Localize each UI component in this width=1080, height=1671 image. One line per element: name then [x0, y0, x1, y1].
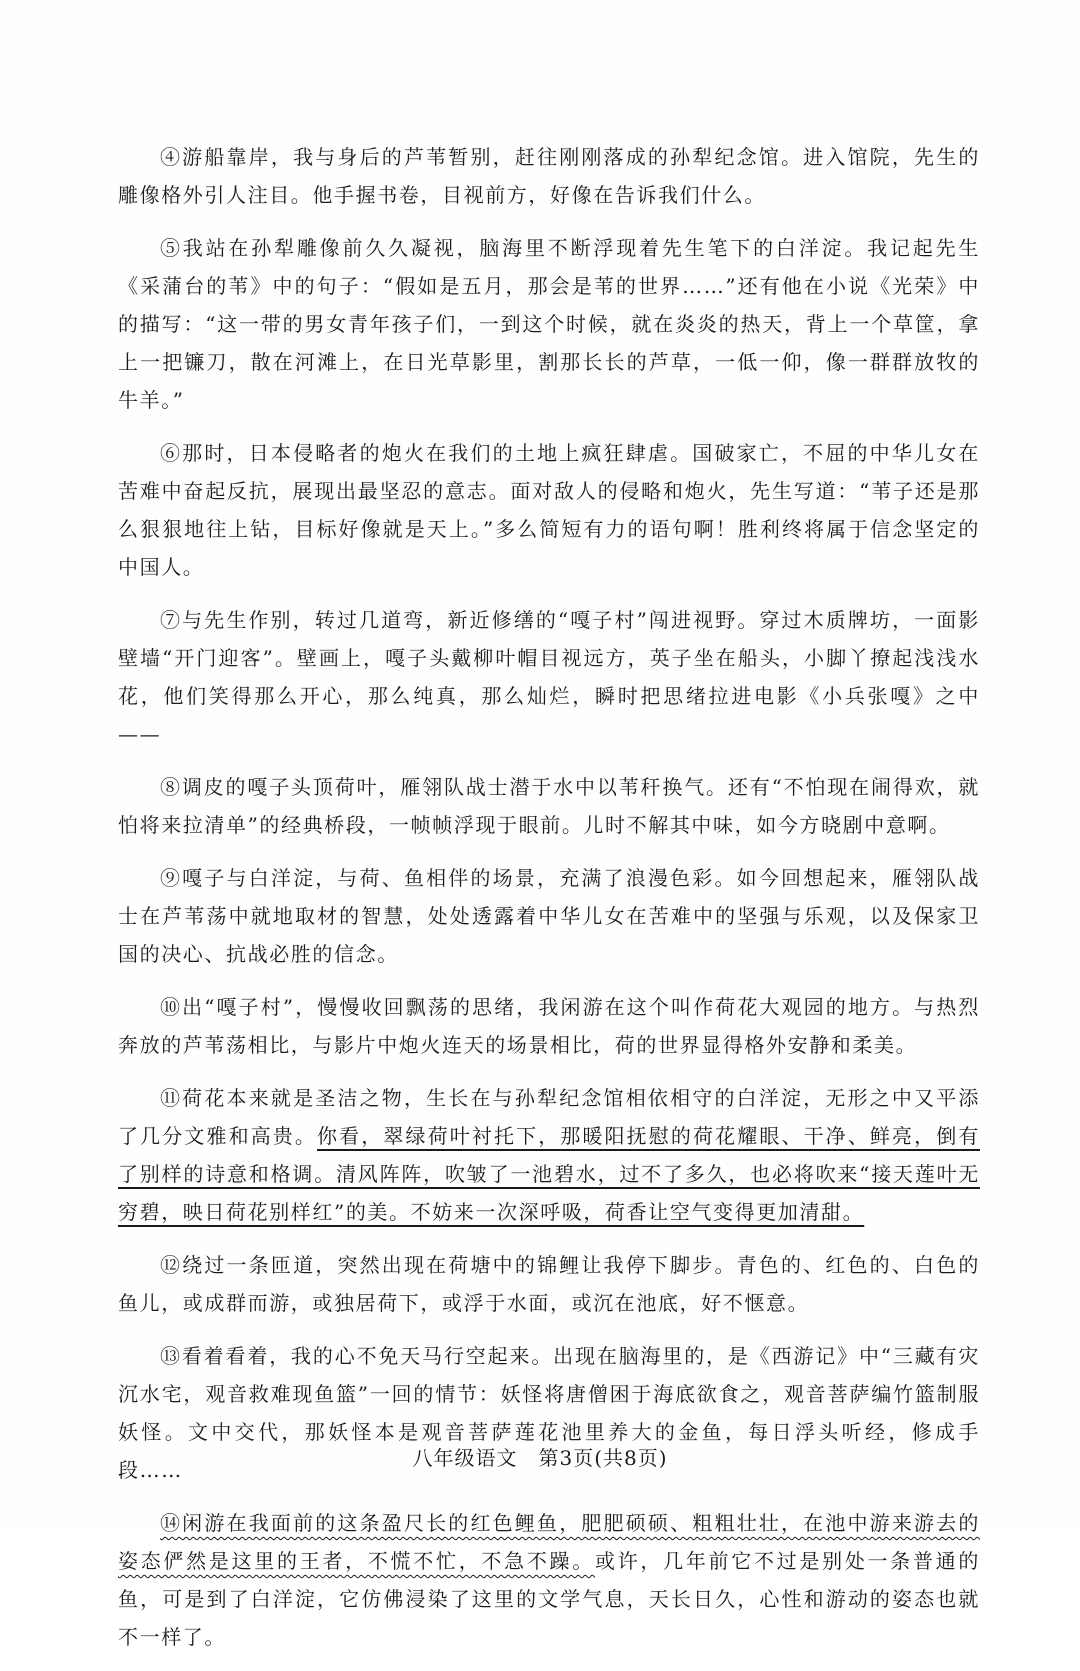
paragraph-text: ⑥那时，日本侵略者的炮火在我们的土地上疯狂肆虐。国破家亡，不屈的中华儿女在苦难中奋起反抗，展现出最坚忍的意志。面对敌人的侵略和炮火，先生写道：“苇子还是那么狠狠地往上钻，目标好像就是天上。”多么简短有力的语句啊！胜利终将属于信念坚定的中国人。	[118, 441, 980, 579]
paragraph-text: ⑨嘎子与白洋淀，与荷、鱼相伴的场景，充满了浪漫色彩。如今回想起来，雁翎队战士在芦苇荡中就地取材的智慧，处处透露着中华儿女在苦难中的坚强与乐观，以及保家卫国的决心、抗战必胜的信念。	[118, 866, 980, 966]
paragraph-9	[118, 859, 980, 973]
paragraph-11	[118, 1079, 980, 1231]
paragraph-4	[118, 138, 980, 214]
paragraph-text: ⑤我站在孙犁雕像前久久凝视，脑海里不断浮现着先生笔下的白洋淀。我记起先生《采蒲台的苇》中的句子：“假如是五月，那会是苇的世界……”还有他在小说《光荣》中的描写：“这一带的男女青年孩子们，一到这个时候，就在炎炎的热天，背上一个草筐，拿上一把镰刀，散在河滩上，在日光草影里，割那长长的芦草，一低一仰，像一群群放牧的牛羊。”	[118, 236, 980, 412]
paragraph-text: ⑫绕过一条匝道，突然出现在荷塘中的锦鲤让我停下脚步。青色的、红色的、白色的鱼儿，或成群而游，或独居荷下，或浮于水面，或沉在池底，好不惬意。	[118, 1253, 980, 1315]
paragraph-text: 或许，几年前它不过是别处一条普通的鱼，可是到了白洋淀，它仿佛浸染了这里的文学气息，天长日久，心性和游动的姿态也就不一样了。	[118, 1549, 980, 1649]
paragraph-text: ④游船靠岸，我与身后的芦苇暂别，赶往刚刚落成的孙犁纪念馆。进入馆院，先生的雕像格外引人注目。他手握书卷，目视前方，好像在告诉我们什么。	[118, 145, 980, 207]
paragraph-7	[118, 601, 980, 753]
paragraph-text: ⑩出“嘎子村”，慢慢收回飘荡的思绪，我闲游在这个叫作荷花大观园的地方。与热烈奔放的芦苇荡相比，与影片中炮火连天的场景相比，荷的世界显得格外安静和柔美。	[118, 995, 980, 1057]
page-footer: 八年级语文 第3页(共8页)	[412, 1446, 668, 1470]
underlined-sentence: 你看，翠绿荷叶衬托下，那暖阳抚慰的荷花耀眼、干净、鲜亮，倒有了别样的诗意和格调。清风阵阵，吹皱了一池碧水，过不了多久，也必将吹来“接天莲叶无穷碧，映日荷花别样红”的美。不妨来一次深呼吸，荷香让空气变得更加清甜。	[118, 1124, 980, 1224]
paragraph-10	[118, 988, 980, 1064]
paragraph-8	[118, 768, 980, 844]
paragraph-text: ⑬看着看着，我的心不免天马行空起来。出现在脑海里的，是《西游记》中“三藏有灾沉水宅，观音救难现鱼篮”一回的情节：妖怪将唐僧困于海底欲食之，观音菩萨编竹篮制服妖怪。文中交代，那妖怪本是观音菩萨莲花池里养大的金鱼，每日浮头听经，修成手段……	[118, 1344, 980, 1482]
paragraph-text: ⑦与先生作别，转过几道弯，新近修缮的“嘎子村”闯进视野。穿过木质牌坊，一面影壁墙“开门迎客”。壁画上，嘎子头戴柳叶帽目视远方，英子坐在船头，小脚丫撩起浅浅水花，他们笑得那么开心，那么纯真，那么灿烂，瞬时把思绪拉进电影《小兵张嘎》之中——	[118, 608, 980, 746]
paragraph-text: ⑪荷花本来就是圣洁之物，生长在与孙犁纪念馆相依相守的白洋淀，无形之中又平添了几分文雅和高贵。	[118, 1086, 980, 1148]
paragraph-12	[118, 1246, 980, 1322]
paragraph-5	[118, 229, 980, 419]
wavy-underlined-sentence: ⑭闲游在我面前的这条盈尺长的红色鲤鱼，肥肥硕硕、粗粗壮壮，在池中游来游去的姿态俨然是这里的王者，不慌不忙，不急不躁。	[118, 1511, 980, 1573]
paragraph-text: ⑧调皮的嘎子头顶荷叶，雁翎队战士潜于水中以苇秆换气。还有“不怕现在闹得欢，就怕将来拉清单”的经典桥段，一帧帧浮现于眼前。儿时不解其中味，如今方晓剧中意啊。	[118, 775, 980, 837]
paragraph-6	[118, 434, 980, 586]
